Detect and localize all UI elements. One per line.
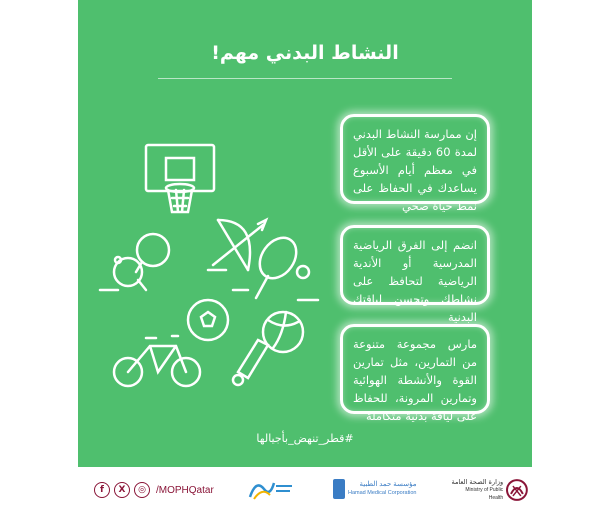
hamad-name-ar: مؤسسة حمد الطبية <box>359 481 417 488</box>
hamad-name-en: Hamad Medical Corporation <box>348 490 417 496</box>
table-tennis-paddles-icon <box>114 234 169 290</box>
info-card-join-teams: انضم إلى الفرق الرياضية المدرسية أو الأندية الرياضية لتحافظ على نشاطك وتحسن لياقتك البدنية <box>340 225 490 305</box>
title-divider <box>158 78 452 79</box>
soccer-ball-icon <box>188 300 228 340</box>
moph-name-en: Ministry of Public Health <box>465 487 504 501</box>
bicycle-icon <box>114 336 200 386</box>
social-handle[interactable]: /MOPHQatar <box>156 484 214 496</box>
qatar-emblem-icon <box>506 478 528 502</box>
qatar-sport-logo <box>244 475 294 503</box>
facebook-icon[interactable]: f <box>94 482 110 498</box>
sports-illustration <box>98 140 328 400</box>
basketball-hoop-icon <box>146 145 214 212</box>
moph-logo <box>450 476 528 504</box>
bow-and-arrow-icon <box>213 220 266 270</box>
hamad-medical-logo <box>333 477 425 501</box>
moph-name-ar: وزارة الصحة العامة <box>451 478 504 486</box>
hashtag: #قطر_تنهض_بأجيالها <box>256 432 354 445</box>
hamad-emblem-icon <box>333 479 345 499</box>
tennis-racket-icon <box>252 231 309 298</box>
poster-title: النشاط البدني مهم! <box>211 42 399 64</box>
footer <box>78 467 532 512</box>
shuttlecock-icon <box>233 340 268 385</box>
volleyball-icon <box>263 312 303 352</box>
info-card-varied-exercise: مارس مجموعة متنوعة من التمارين، مثل تمارين القوة والأنشطة الهوائية وتمارين المرونة، للحفاظ على لياقة بدنية متكاملة <box>340 324 490 414</box>
social-links <box>94 482 214 498</box>
x-icon[interactable]: X <box>114 482 130 498</box>
instagram-icon[interactable]: ◎ <box>134 482 150 498</box>
info-card-daily-activity: إن ممارسة النشاط البدني لمدة 60 دقيقة على الأقل في معظم أيام الأسبوع يساعدك في الحفاظ على نمط حياة صحي <box>340 114 490 204</box>
poster <box>78 0 532 467</box>
